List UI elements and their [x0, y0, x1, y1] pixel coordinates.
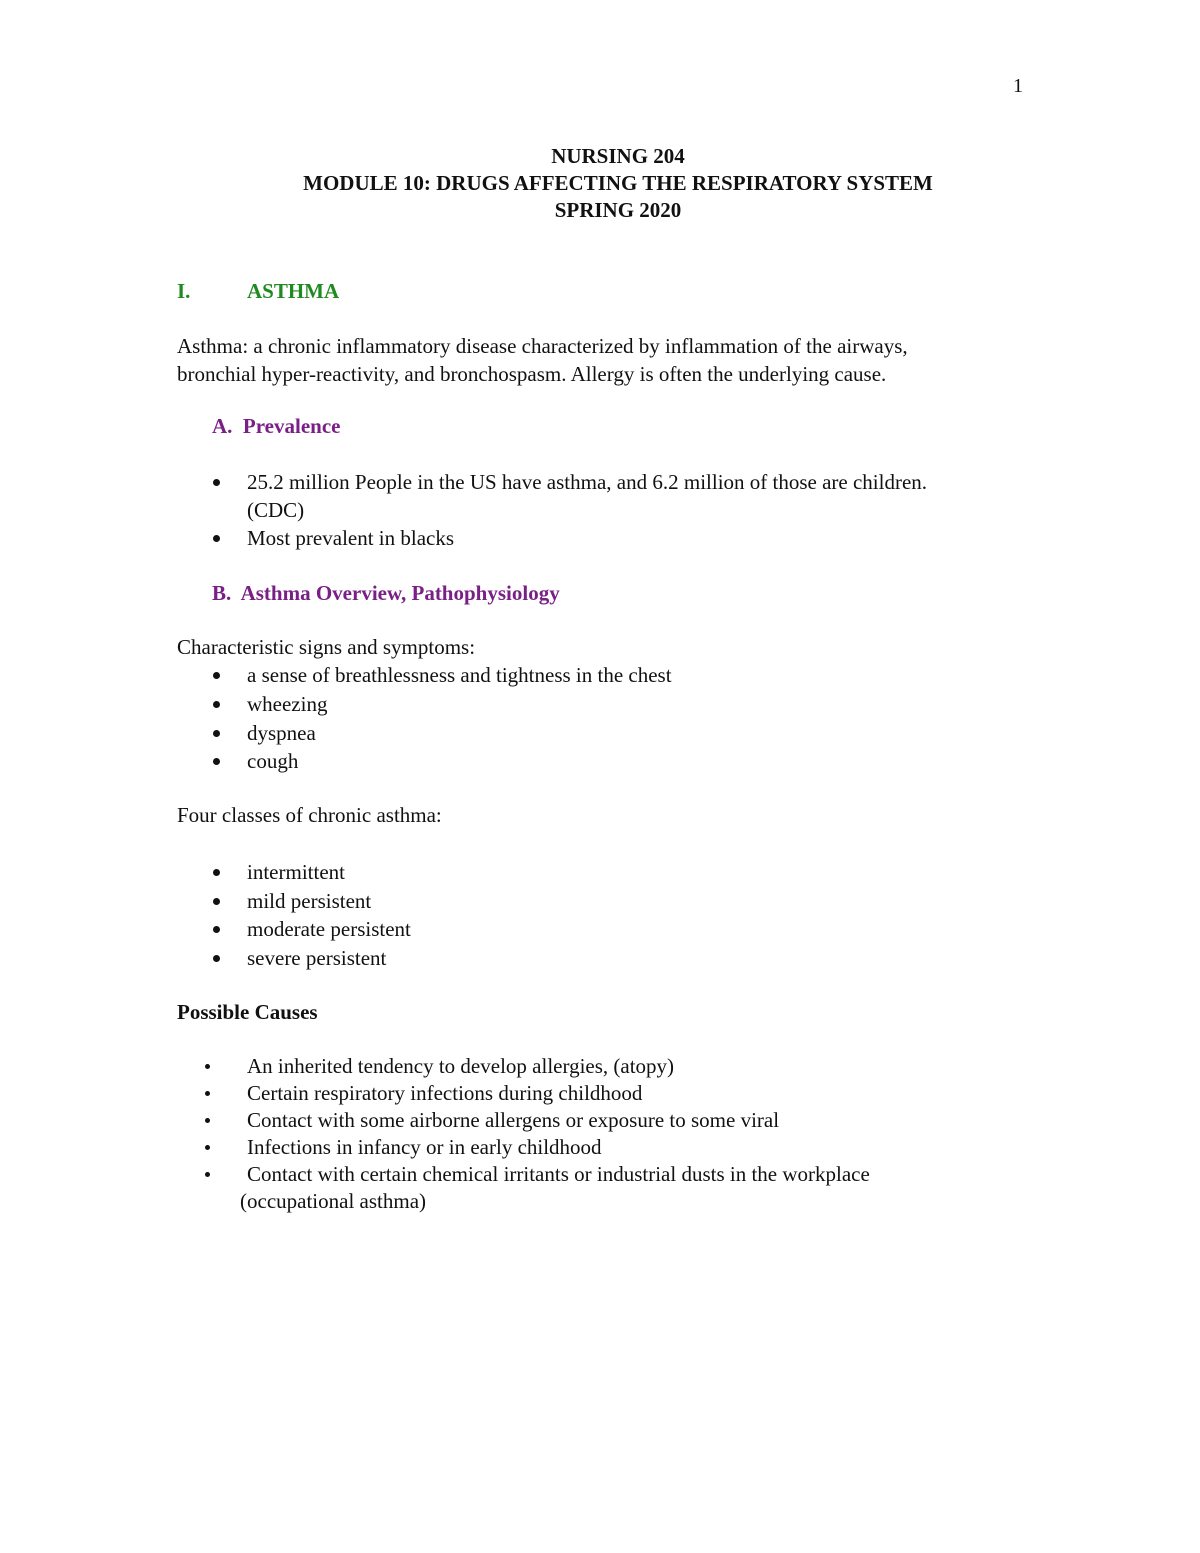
sign-item: a sense of breathlessness and tightness in the chest	[247, 663, 672, 687]
section-title-asthma: ASTHMA	[247, 279, 340, 303]
prevalence-item-1: 25.2 million People in the US have asthma, and 6.2 million of those are children.	[247, 470, 928, 494]
overview-heading: B. Asthma Overview, Pathophysiology	[212, 581, 560, 605]
definition-line-1: Asthma: a chronic inflammatory disease characterized by inflammation of the airways,	[177, 334, 908, 358]
cause-item: Contact with some airborne allergens or exposure to some viral	[247, 1108, 780, 1132]
bullet-icon	[205, 1145, 210, 1150]
cause-item: Contact with certain chemical irritants or industrial dusts in the workplace	[247, 1162, 870, 1186]
bullet-icon	[205, 1172, 210, 1177]
causes-heading: Possible Causes	[177, 1000, 318, 1024]
cause-item: Certain respiratory infections during childhood	[247, 1081, 643, 1105]
page-number: 1	[1013, 75, 1023, 97]
bullet-icon	[213, 535, 220, 542]
bullet-icon	[213, 869, 220, 876]
bullet-icon	[205, 1118, 210, 1123]
prevalence-heading: A. Prevalence	[212, 414, 341, 438]
bullet-icon	[213, 926, 220, 933]
class-item: moderate persistent	[247, 917, 411, 941]
bullet-icon	[205, 1091, 210, 1096]
bullet-icon	[213, 898, 220, 905]
term-title: SPRING 2020	[554, 198, 682, 222]
classes-intro: Four classes of chronic asthma:	[177, 803, 442, 827]
cause-item: An inherited tendency to develop allergies, (atopy)	[247, 1054, 675, 1078]
class-item: mild persistent	[247, 889, 372, 913]
module-title: MODULE 10: DRUGS AFFECTING THE RESPIRATORY SYSTEM	[303, 171, 933, 195]
prevalence-item-2: Most prevalent in blacks	[247, 526, 455, 550]
class-item: intermittent	[247, 860, 345, 884]
prevalence-item-1-cont: (CDC)	[247, 498, 305, 522]
bullet-icon	[213, 479, 220, 486]
bullet-icon	[213, 955, 220, 962]
bullet-icon	[213, 701, 220, 708]
bullet-icon	[213, 672, 220, 679]
course-title: NURSING 204	[551, 144, 685, 168]
definition-line-2: bronchial hyper-reactivity, and bronchospasm. Allergy is often the underlying cause.	[177, 362, 887, 386]
bullet-icon	[213, 758, 220, 765]
cause-item: Infections in infancy or in early childhood	[247, 1135, 602, 1159]
sign-item: wheezing	[247, 692, 328, 716]
section-numeral: I.	[177, 279, 191, 303]
sign-item: cough	[247, 749, 299, 773]
signs-intro: Characteristic signs and symptoms:	[177, 635, 476, 659]
cause-item-cont: (occupational asthma)	[240, 1189, 427, 1213]
class-item: severe persistent	[247, 946, 387, 970]
bullet-icon	[213, 730, 220, 737]
sign-item: dyspnea	[247, 721, 316, 745]
bullet-icon	[205, 1064, 210, 1069]
